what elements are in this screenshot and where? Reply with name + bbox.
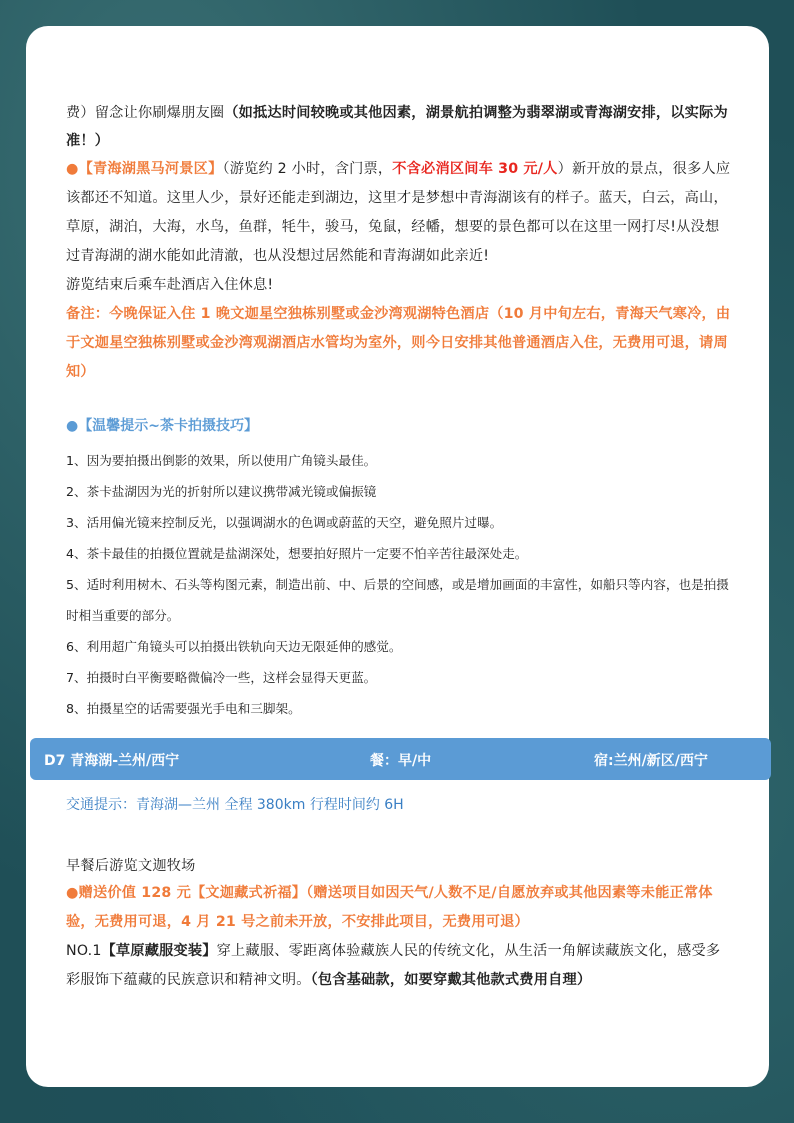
heima-text-1: （游览约 2 小时，含门票， [222, 161, 393, 177]
day-header-bar [30, 738, 771, 780]
no1-bold-note: （包含基础款，如要穿戴其他款式费用自理） [310, 972, 592, 988]
intro-paragraph [66, 99, 731, 155]
heima-text-2: ）新开放的景点，很多人应该都还不知道。这里人少，景好还能走到湖边，这里才是梦想中青海湖该有的样子。蓝天，白云，高山，草原，湖泊，大海，水鸟，鱼群，牦牛，骏马，兔鼠，经幡，想要的景色都可以在这里一网打尽!从没想过青海湖的湖水能如此清澈，也从没想过居然能和青海湖如此亲近! [66, 161, 731, 264]
breakfast-line: 早餐后游览文迦牧场 [66, 858, 196, 874]
tip-item: 4、茶卡最佳的拍摄位置就是盐湖深处，想要拍好照片一定要不怕辛苦往最深处走。 [66, 546, 528, 561]
tip-item: 8、拍摄星空的话需要强光手电和三脚架。 [66, 701, 301, 716]
no1-number: NO.1 [66, 943, 102, 959]
heima-paragraph [66, 155, 731, 271]
no1-paragraph [66, 937, 731, 995]
hotel-note: 备注：今晚保证入住 1 晚文迦星空独栋别墅或金沙湾观湖特色酒店（10 月中旬左右，青海天气寒冷，由于文迦星空独栋别墅或金沙湾观湖酒店水管均为室外，则今日安排其他普通酒店入住，无费用可退，请周知） [66, 306, 731, 380]
tip-item: 6、利用超广角镜头可以拍摄出铁轨向天边无限延伸的感觉。 [66, 639, 402, 654]
hotel-paragraph: 游览结束后乘车赴酒店入住休息! [66, 277, 274, 293]
no1-title: 【草原藏服变装】 [101, 943, 217, 959]
tips-list [66, 445, 731, 724]
tip-item: 2、茶卡盐湖因为光的折射所以建议携带减光镜或偏振镜 [66, 484, 377, 499]
tip-item: 7、拍摄时白平衡要略微偏冷一些，这样会显得天更蓝。 [66, 670, 377, 685]
itinerary-lower [66, 854, 731, 995]
tip-item: 3、活用偏光镜来控制反光，以强调湖水的色调或蔚蓝的天空，避免照片过曝。 [66, 515, 503, 530]
heima-fee-warning: 不含必消区间车 30 元/人 [392, 161, 558, 177]
transport-note: 交通提示：青海湖—兰州 全程 380km 行程时间约 6H [66, 797, 404, 813]
heima-title: ●【青海湖黑马河景区】 [66, 161, 223, 177]
itinerary-upper [66, 99, 731, 724]
day-stay: 宿:兰州/新区/西宁 [594, 753, 708, 769]
tip-item: 5、适时利用树木、石头等构图元素，制造出前、中、后景的空间感，或是增加画面的丰富性，如船只等内容，也是拍摄时相当重要的部分。 [66, 577, 729, 623]
day-title: D7 青海湖-兰州/西宁 [44, 753, 180, 769]
tips-title: ●【温馨提示~茶卡拍摄技巧】 [66, 418, 258, 434]
no1-text: 穿上藏服、零距离体验藏族人民的传统文化，从生活一角解读藏族文化，感受多彩服饰下蕴藏的民族意识和精神文明。 [66, 943, 721, 988]
day-meals: 餐：早/中 [370, 753, 432, 769]
intro-text: 费）留念让你刷爆朋友圈 [66, 105, 225, 121]
gift-note: ●赠送价值 128 元【文迦藏式祈福】（赠送项目如因天气/人数不足/自愿放弃或其他因素等未能正常体验，无费用可退，4 月 21 号之前未开放，不安排此项目，无费用可退） [66, 885, 713, 930]
tip-item: 1、因为要拍摄出倒影的效果，所以使用广角镜头最佳。 [66, 453, 377, 468]
intro-bold-note: （如抵达时间较晚或其他因素，湖景航拍调整为翡翠湖或青海湖安排，以实际为准！） [66, 105, 728, 149]
